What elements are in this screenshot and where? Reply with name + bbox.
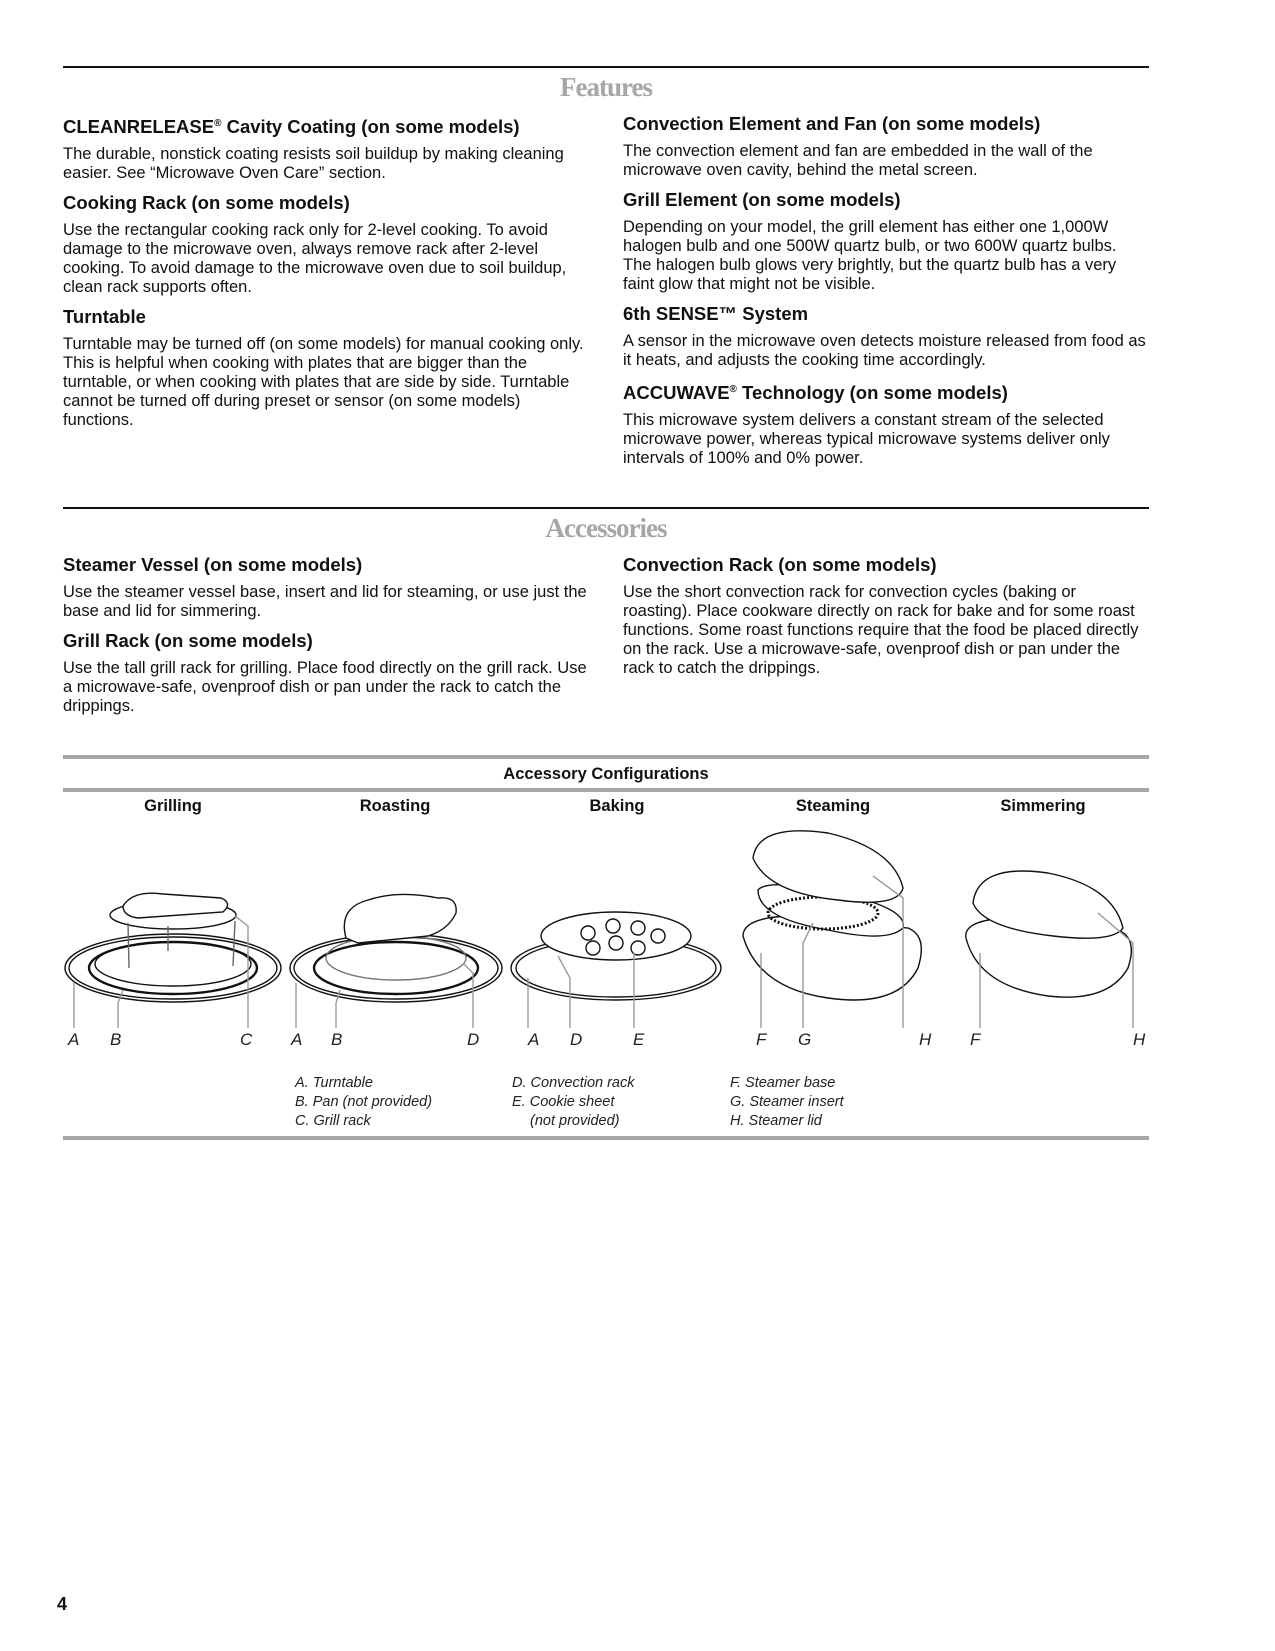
table-bottom-rule xyxy=(63,1136,1149,1140)
callout-f: F xyxy=(756,1030,767,1049)
accessories-right-column xyxy=(623,554,1149,687)
feature-heading: Grill Element (on some models) xyxy=(623,189,901,210)
callout-h: H xyxy=(1133,1030,1146,1049)
features-left-column xyxy=(63,113,593,439)
feature-convection-element xyxy=(623,113,1149,180)
accessories-title: Accessories xyxy=(545,513,667,543)
legend-item: C. Grill rack xyxy=(295,1113,371,1129)
accessory-convection-rack xyxy=(623,554,1149,678)
feature-heading: ACCUWAVE® Technology (on some models) xyxy=(623,382,1008,403)
feature-cleanrelease xyxy=(63,113,593,183)
accessory-heading: Steamer Vessel (on some models) xyxy=(63,554,363,575)
accessories-left-column xyxy=(63,554,593,725)
feature-body: Turntable may be turned off (on some models) for manual cooking only. This is helpful when cooking with plates that are bigger than the turntable, or when cooking with plates that are side by side. Turntable cannot be turned off during preset or sensor (on some models) functions. xyxy=(63,335,584,429)
legend-item: E. Cookie sheet xyxy=(512,1094,615,1110)
config-header-roasting: Roasting xyxy=(359,797,431,815)
feature-grill-element xyxy=(623,189,1149,294)
callout-f: F xyxy=(970,1030,981,1049)
steaming-illustration xyxy=(728,818,948,1038)
feature-body: The convection element and fan are embedded in the wall of the microwave oven cavity, behind the metal screen. xyxy=(623,142,1093,179)
table-top-rule xyxy=(63,755,1149,759)
config-header-simmering: Simmering xyxy=(1000,797,1086,815)
config-header-grilling: Grilling xyxy=(144,797,202,815)
grilling-illustration xyxy=(63,818,283,1038)
accessory-steamer-vessel xyxy=(63,554,593,621)
feature-turntable xyxy=(63,306,593,430)
feature-heading: 6th SENSE™ System xyxy=(623,303,809,324)
callout-g: G xyxy=(798,1030,812,1049)
accessory-body: Use the tall grill rack for grilling. Place food directly on the grill rack. Use a microwave-safe, ovenproof dish or pan under the rack to catch the drippings. xyxy=(63,659,587,715)
feature-heading: Turntable xyxy=(63,306,146,327)
config-header-baking: Baking xyxy=(589,797,645,815)
feature-body: The durable, nonstick coating resists soil buildup by making cleaning easier. See “Microwave Oven Care” section. xyxy=(63,145,564,182)
feature-body: This microwave system delivers a constant stream of the selected microwave power, whereas typical microwave systems deliver only intervals of 100% and 0% power. xyxy=(623,411,1110,467)
page-number: 4 xyxy=(57,1594,68,1614)
roasting-illustration xyxy=(288,818,518,1038)
callout-a: A xyxy=(291,1030,303,1049)
callout-e: E xyxy=(633,1030,645,1049)
feature-heading: CLEANRELEASE® Cavity Coating (on some models) xyxy=(63,116,520,137)
baking-illustration xyxy=(508,818,728,1038)
feature-body: Use the rectangular cooking rack only for 2-level cooking. To avoid damage to the microwave oven, always remove rack after 2-level cooking. To avoid damage to the microwave oven due to soil buildup, clean rack supports often. xyxy=(63,221,567,296)
accessory-heading: Convection Rack (on some models) xyxy=(623,554,937,575)
section-divider xyxy=(63,66,1149,68)
feature-heading: Cooking Rack (on some models) xyxy=(63,192,350,213)
legend-column-3 xyxy=(730,1074,844,1131)
accessory-grill-rack xyxy=(63,630,593,716)
config-header-steaming: Steaming xyxy=(795,797,871,815)
legend-item: (not provided) xyxy=(530,1113,620,1129)
callout-c: C xyxy=(240,1030,253,1049)
feature-6th-sense xyxy=(623,303,1149,370)
configurations-title: Accessory Configurations xyxy=(503,765,709,783)
callout-h: H xyxy=(919,1030,932,1049)
accessory-heading: Grill Rack (on some models) xyxy=(63,630,313,651)
feature-cooking-rack xyxy=(63,192,593,297)
legend-item: B. Pan (not provided) xyxy=(295,1094,433,1110)
legend-item: F. Steamer base xyxy=(730,1075,836,1091)
callout-a: A xyxy=(528,1030,540,1049)
legend-column-2 xyxy=(512,1074,635,1131)
accessory-body: Use the short convection rack for convection cycles (baking or roasting). Place cookware directly on rack for bake and for some roast functions. Some roast functions require that the food be placed directly on the rack. Use a microwave-safe, ovenproof dish or pan under the rack to catch the drippings. xyxy=(623,583,1139,677)
legend-item: G. Steamer insert xyxy=(730,1094,844,1110)
callout-d: D xyxy=(570,1030,583,1049)
legend-item: A. Turntable xyxy=(295,1075,373,1091)
feature-heading: Convection Element and Fan (on some models) xyxy=(623,113,1041,134)
accessory-body: Use the steamer vessel base, insert and lid for steaming, or use just the base and lid for simmering. xyxy=(63,583,587,620)
feature-body: Depending on your model, the grill element has either one 1,000W halogen bulb and one 500W quartz bulb, or two 600W quartz bulbs. The halogen bulb glows very brightly, but the quartz bulb has a very faint glow that might not be visible. xyxy=(623,218,1117,293)
feature-body: A sensor in the microwave oven detects moisture released from food as it heats, and adjusts the cooking time accordingly. xyxy=(623,332,1146,369)
callout-b: B xyxy=(331,1030,343,1049)
features-title: Features xyxy=(560,72,652,102)
legend-column-1 xyxy=(295,1074,432,1131)
callout-a: A xyxy=(68,1030,80,1049)
section-divider xyxy=(63,507,1149,509)
table-header-rule xyxy=(63,788,1149,792)
simmering-illustration xyxy=(938,818,1153,1038)
callout-b: B xyxy=(110,1030,122,1049)
feature-accuwave xyxy=(623,379,1149,468)
callout-d: D xyxy=(467,1030,480,1049)
legend-item: H. Steamer lid xyxy=(730,1113,822,1129)
features-right-column xyxy=(623,113,1149,477)
legend-item: D. Convection rack xyxy=(512,1075,635,1091)
